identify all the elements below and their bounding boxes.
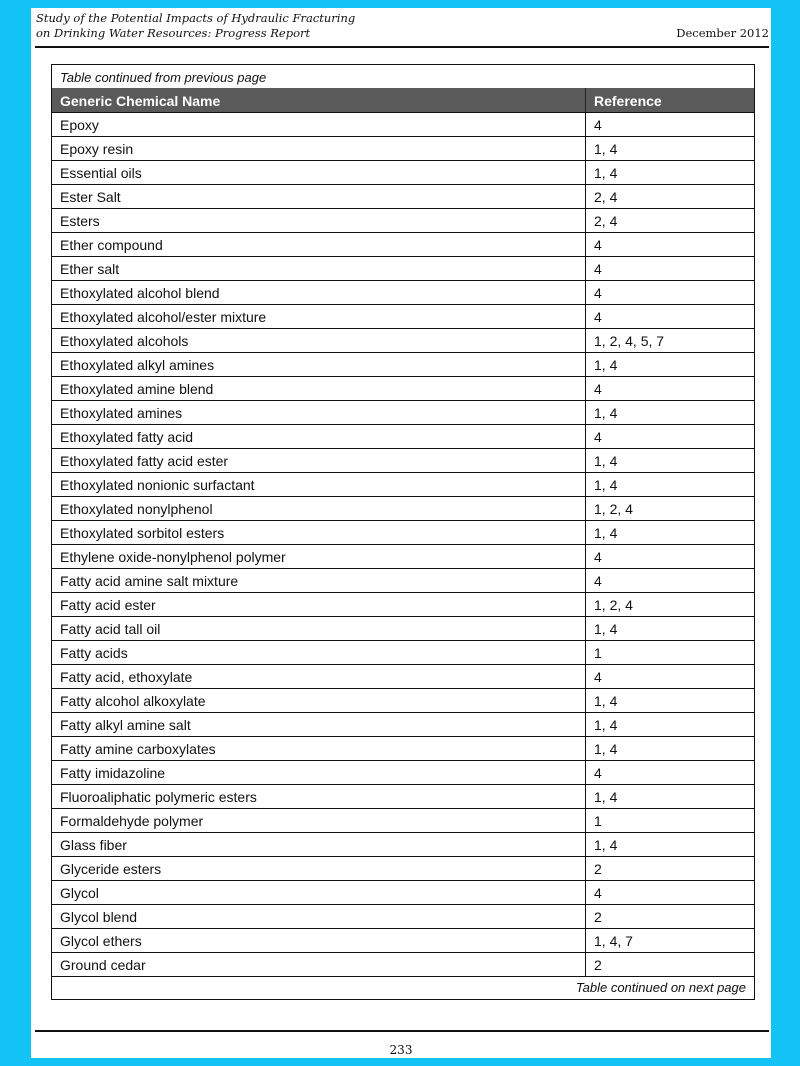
reference-cell: 1, 4 (594, 717, 618, 733)
chemical-name-cell: Formaldehyde polymer (52, 809, 586, 832)
chemical-name-cell: Ethoxylated fatty acid ester (52, 449, 586, 472)
chemical-name-cell: Ethoxylated alcohol/ester mixture (52, 305, 586, 328)
reference-cell: 4 (594, 381, 602, 397)
table-row (52, 760, 754, 784)
chemical-name-cell: Ethoxylated alkyl amines (52, 353, 586, 376)
footer-divider (35, 1030, 769, 1032)
reference-cell: 2 (594, 957, 602, 973)
table-row (52, 616, 754, 640)
chemical-name-cell: Ethoxylated alcohol blend (52, 281, 586, 304)
chemical-name-cell: Fluoroaliphatic polymeric esters (52, 785, 586, 808)
reference-cell: 2 (594, 909, 602, 925)
chemical-name-cell: Epoxy resin (52, 137, 586, 160)
table-row (52, 112, 754, 136)
table-row (52, 544, 754, 568)
table-row (52, 472, 754, 496)
reference-cell: 1, 4 (594, 357, 618, 373)
chemical-name-cell: Ground cedar (52, 953, 586, 976)
table-row (52, 784, 754, 808)
chemical-name-cell: Ethoxylated nonylphenol (52, 497, 586, 520)
reference-cell: 4 (594, 429, 602, 445)
chemical-name-cell: Ethoxylated amines (52, 401, 586, 424)
table-row (52, 400, 754, 424)
chemical-name-cell: Ethoxylated nonionic surfactant (52, 473, 586, 496)
chemical-name-cell: Fatty acid ester (52, 593, 586, 616)
reference-cell: 1, 4 (594, 477, 618, 493)
reference-cell: 1, 4 (594, 405, 618, 421)
reference-cell: 1, 4 (594, 741, 618, 757)
table-row (52, 640, 754, 664)
reference-cell: 4 (594, 117, 602, 133)
chemical-name-cell: Ethoxylated amine blend (52, 377, 586, 400)
chemical-name-cell: Ethoxylated fatty acid (52, 425, 586, 448)
table-row (52, 928, 754, 952)
table-row (52, 664, 754, 688)
reference-cell: 4 (594, 549, 602, 565)
table-row (52, 832, 754, 856)
chemical-name-cell: Glycol blend (52, 905, 586, 928)
table-row (52, 352, 754, 376)
reference-cell: 4 (594, 669, 602, 685)
chemical-name-cell: Ethoxylated sorbitol esters (52, 521, 586, 544)
column-header-name: Generic Chemical Name (52, 88, 586, 112)
table-row (52, 328, 754, 352)
table-row (52, 424, 754, 448)
chemical-name-cell: Fatty alcohol alkoxylate (52, 689, 586, 712)
chemical-name-cell: Ether compound (52, 233, 586, 256)
table-header-row (52, 88, 754, 112)
reference-cell: 2, 4 (594, 213, 618, 229)
chemical-name-cell: Ethylene oxide-nonylphenol polymer (52, 545, 586, 568)
reference-cell: 4 (594, 573, 602, 589)
chemical-name-cell: Fatty acid amine salt mixture (52, 569, 586, 592)
reference-cell: 4 (594, 765, 602, 781)
report-title-line2: on Drinking Water Resources: Progress Report (36, 26, 311, 40)
chemical-name-cell: Glycol ethers (52, 929, 586, 952)
table-row (52, 184, 754, 208)
reference-cell: 4 (594, 885, 602, 901)
report-date: December 2012 (676, 26, 769, 40)
chemical-name-cell: Fatty alkyl amine salt (52, 713, 586, 736)
chemical-table (51, 64, 755, 1000)
reference-cell: 1, 4 (594, 837, 618, 853)
chemical-name-cell: Essential oils (52, 161, 586, 184)
reference-cell: 1, 4 (594, 789, 618, 805)
table-row (52, 496, 754, 520)
reference-cell: 1, 4 (594, 525, 618, 541)
chemical-name-cell: Glass fiber (52, 833, 586, 856)
table-row (52, 856, 754, 880)
table-row (52, 904, 754, 928)
chemical-name-cell: Fatty imidazoline (52, 761, 586, 784)
reference-cell: 2, 4 (594, 189, 618, 205)
chemical-name-cell: Epoxy (52, 113, 586, 136)
table-row (52, 280, 754, 304)
table-row (52, 736, 754, 760)
table-row (52, 592, 754, 616)
table-row (52, 952, 754, 976)
table-row (52, 232, 754, 256)
table-body (52, 112, 754, 976)
reference-cell: 1, 2, 4, 5, 7 (594, 333, 665, 349)
report-title (36, 11, 355, 41)
continued-from-note: Table continued from previous page (60, 70, 267, 85)
reference-cell: 2 (594, 861, 602, 877)
table-row (52, 448, 754, 472)
chemical-name-cell: Fatty acid tall oil (52, 617, 586, 640)
table-row (52, 160, 754, 184)
chemical-name-cell: Fatty amine carboxylates (52, 737, 586, 760)
reference-cell: 1 (594, 813, 602, 829)
chemical-name-cell: Ether salt (52, 257, 586, 280)
reference-cell: 1, 4, 7 (594, 933, 633, 949)
table-row (52, 712, 754, 736)
reference-cell: 1, 4 (594, 693, 618, 709)
document-page (31, 8, 771, 1058)
reference-cell: 4 (594, 309, 602, 325)
reference-cell: 4 (594, 261, 602, 277)
reference-cell: 1, 4 (594, 165, 618, 181)
header-divider (35, 46, 769, 48)
report-title-line1: Study of the Potential Impacts of Hydraulic Fracturing (36, 11, 356, 25)
reference-cell: 1, 2, 4 (594, 597, 633, 613)
reference-cell: 1, 4 (594, 453, 618, 469)
table-row (52, 376, 754, 400)
table-row (52, 304, 754, 328)
table-row (52, 568, 754, 592)
table-row (52, 880, 754, 904)
chemical-name-cell: Ethoxylated alcohols (52, 329, 586, 352)
column-header-reference: Reference (594, 93, 662, 109)
reference-cell: 1, 4 (594, 621, 618, 637)
page-number: 233 (389, 1043, 413, 1057)
reference-cell: 1 (594, 645, 602, 661)
reference-cell: 4 (594, 237, 602, 253)
table-row (52, 208, 754, 232)
continued-to-note: Table continued on next page (52, 976, 754, 1000)
table-row (52, 136, 754, 160)
table-row (52, 256, 754, 280)
reference-cell: 4 (594, 285, 602, 301)
table-row (52, 688, 754, 712)
chemical-name-cell: Glyceride esters (52, 857, 586, 880)
reference-cell: 1, 4 (594, 141, 618, 157)
chemical-name-cell: Fatty acid, ethoxylate (52, 665, 586, 688)
reference-cell: 1, 2, 4 (594, 501, 633, 517)
chemical-name-cell: Ester Salt (52, 185, 586, 208)
chemical-name-cell: Esters (52, 209, 586, 232)
table-row (52, 808, 754, 832)
chemical-name-cell: Glycol (52, 881, 586, 904)
chemical-name-cell: Fatty acids (52, 641, 586, 664)
table-row (52, 520, 754, 544)
